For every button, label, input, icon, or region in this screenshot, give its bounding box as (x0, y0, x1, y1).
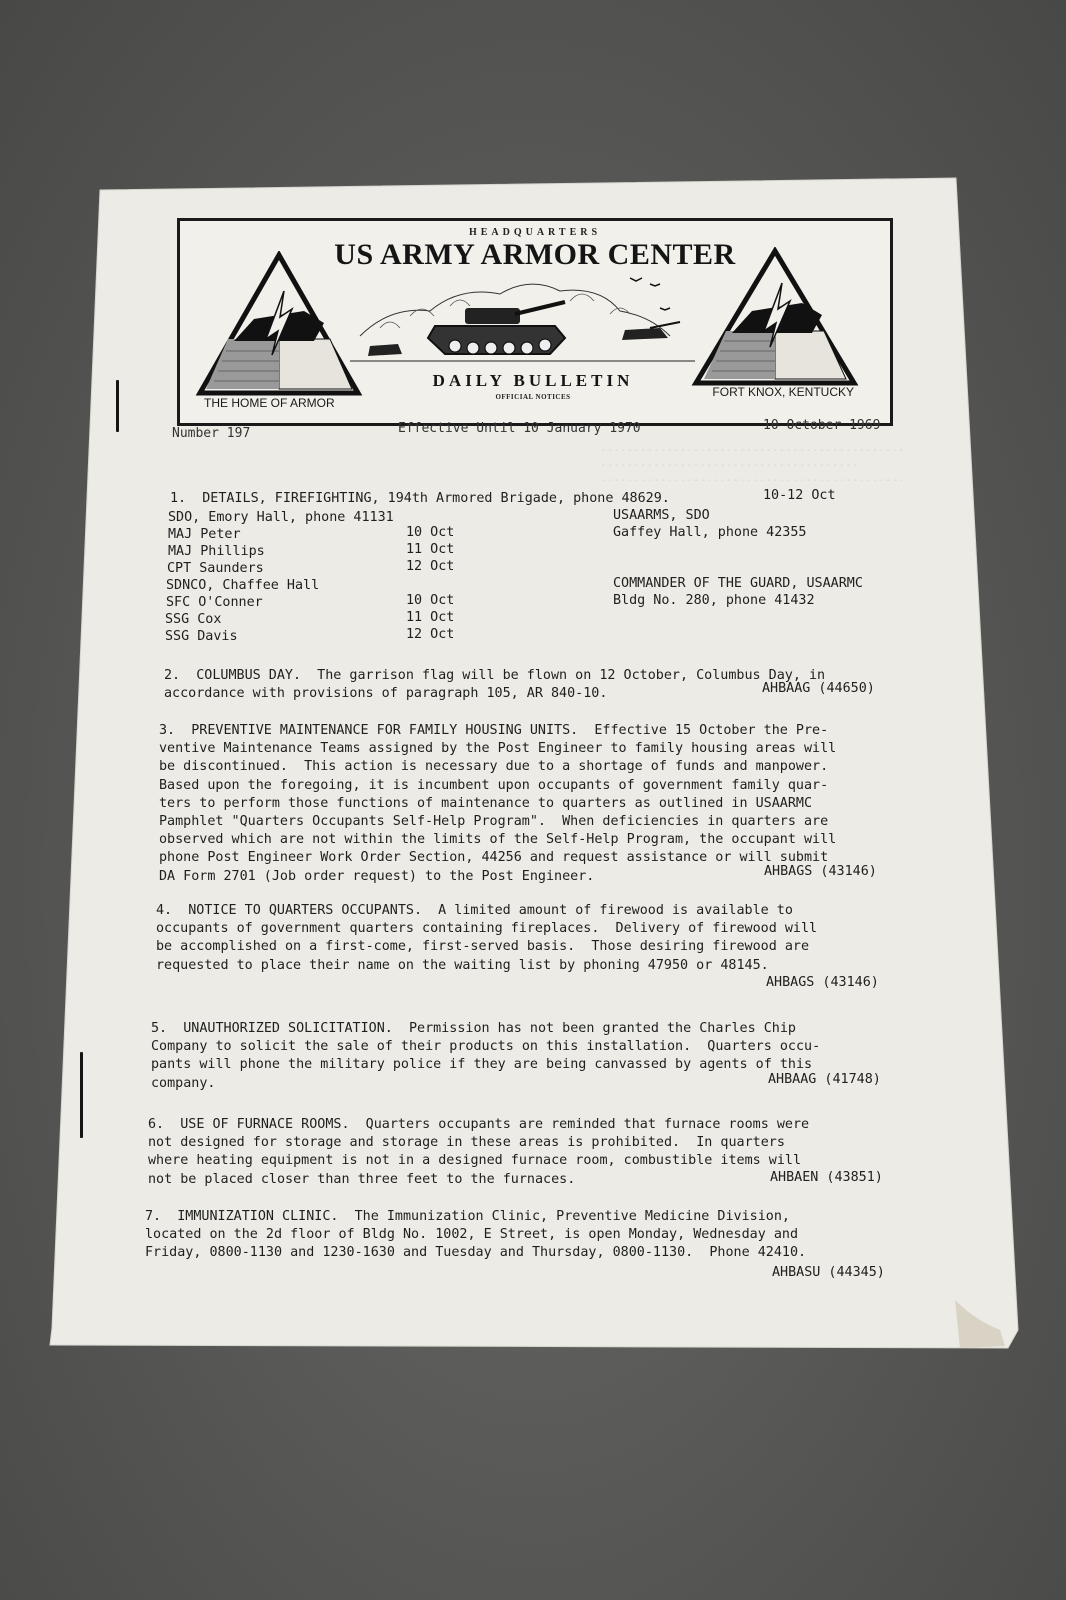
item1-duty-label: MAJ Peter (168, 527, 241, 542)
effective-until: Effective Until 10 January 1970 (398, 421, 641, 436)
item1-date-range: 10-12 Oct (763, 488, 836, 503)
bulletin-item-paragraph: 7. IMMUNIZATION CLINIC. The Immunization Clinic, Preventive Medicine Division, located on the 2d floor of Bldg No. 1002, E Street, is open Monday, Wednesday and Friday, 0800-1130 and 1230-1630 and Tuesday and Thursday, 0800-1130. Phone 42410. (145, 1209, 807, 1261)
bulletin-number: Number 197 (172, 426, 251, 441)
item1-duty-date: 12 Oct (406, 559, 455, 574)
item1-duty-date: 11 Oct (406, 610, 455, 625)
masthead-home-of-armor: THE HOME OF ARMOR (204, 396, 335, 410)
item1-duty-date: 10 Oct (406, 593, 455, 608)
item1-usaarms-label: USAARMS, SDO (613, 508, 710, 523)
office-symbol-code: AHBAGS (43146) (764, 864, 877, 879)
bulletin-item-paragraph: 3. PREVENTIVE MAINTENANCE FOR FAMILY HOUSING UNITS. Effective 15 October the Pre- ventive Maintenance Teams assigned by the Post Engineer to family housing areas will be discontinued. This action is necessary due to a shortage of funds and manpower. Based upon the foregoing, it is incumbent upon occupants of government family quar- ters to perform those functions of maintenance to quarters as outlined in USAARMC Pamphlet "Quarters Occupants Self-Help Program". When deficiencies in quarters are observed which are not within the limits of the Self-Help Program, the occupant will phone Post Engineer Work Order Section, 44256 and request assistance or will submit DA Form 2701 (Job order request) to the Post Engineer. (159, 723, 837, 884)
item1-bldg-280: Bldg No. 280, phone 41432 (613, 593, 815, 608)
office-symbol-code: AHBAAG (44650) (762, 681, 875, 696)
masthead (177, 218, 893, 426)
armor-emblem-left-icon (194, 251, 364, 397)
office-symbol-code: AHBASU (44345) (772, 1265, 885, 1280)
masthead-headquarters: HEADQUARTERS (468, 227, 602, 238)
item1-duty-label: SDNCO, Chaffee Hall (166, 578, 320, 593)
office-symbol-code: AHBAAG (41748) (768, 1072, 881, 1087)
item1-gaffey-hall: Gaffey Hall, phone 42355 (613, 525, 807, 540)
masthead-official-notices: OFFICIAL NOTICES (495, 393, 571, 401)
office-symbol-code: AHBAGS (43146) (766, 975, 879, 990)
item1-heading: 1. DETAILS, FIREFIGHTING, 194th Armored Brigade, phone 48629. (170, 491, 670, 506)
item1-duty-label: SDO, Emory Hall, phone 41131 (168, 510, 394, 525)
masthead-title: US ARMY ARMOR CENTER (334, 238, 736, 271)
staple-bottom (80, 1052, 83, 1138)
bulletin-item-paragraph: 5. UNAUTHORIZED SOLICITATION. Permission has not been granted the Charles Chip Company to solicit the sale of their products on this installation. Quarters occu- pants will phone the military police if they are being canvassed by agents of this company. (151, 1021, 821, 1091)
staple-top (116, 380, 119, 432)
bulletin-date: 10 October 1969 (763, 418, 881, 433)
masthead-daily-bulletin: DAILY BULLETIN (432, 371, 634, 390)
bulletin-item-paragraph: 2. COLUMBUS DAY. The garrison flag will be flown on 12 October, Columbus Day, in accordance with provisions of paragraph 105, AR 840-10. (164, 668, 826, 702)
item1-duty-label: MAJ Phillips (168, 544, 265, 559)
masthead-fort-knox: FORT KNOX, KENTUCKY (712, 385, 854, 399)
item1-duty-date: 11 Oct (406, 542, 455, 557)
armor-emblem-right-icon (690, 247, 860, 387)
item1-duty-label: SFC O'Conner (166, 595, 263, 610)
item1-commander-guard: COMMANDER OF THE GUARD, USAARMC (613, 576, 863, 591)
item1-duty-date: 12 Oct (406, 627, 455, 642)
office-symbol-code: AHBAEN (43851) (770, 1170, 883, 1185)
bleed-through-text: .............................................. ....................................... .............................................. (600, 441, 905, 484)
item1-duty-label: CPT Saunders (167, 561, 264, 576)
bulletin-item-paragraph: 6. USE OF FURNACE ROOMS. Quarters occupants are reminded that furnace rooms were not designed for storage and storage in these areas is prohibited. In quarters where heating equipment is not in a designed furnace room, combustible items will not be placed closer than three feet to the furnaces. (148, 1117, 810, 1187)
item1-duty-date: 10 Oct (406, 525, 455, 540)
item1-duty-label: SSG Cox (165, 612, 222, 627)
tank-scene-icon (350, 266, 710, 371)
bulletin-item-paragraph: 4. NOTICE TO QUARTERS OCCUPANTS. A limited amount of firewood is available to occupants of government quarters containing fireplaces. Delivery of firewood will be accomplished on a first-come, first-served basis. Those desiring firewood are requested to place their name on the waiting list by phoning 47950 or 48145. (156, 903, 818, 973)
item1-duty-label: SSG Davis (165, 629, 238, 644)
